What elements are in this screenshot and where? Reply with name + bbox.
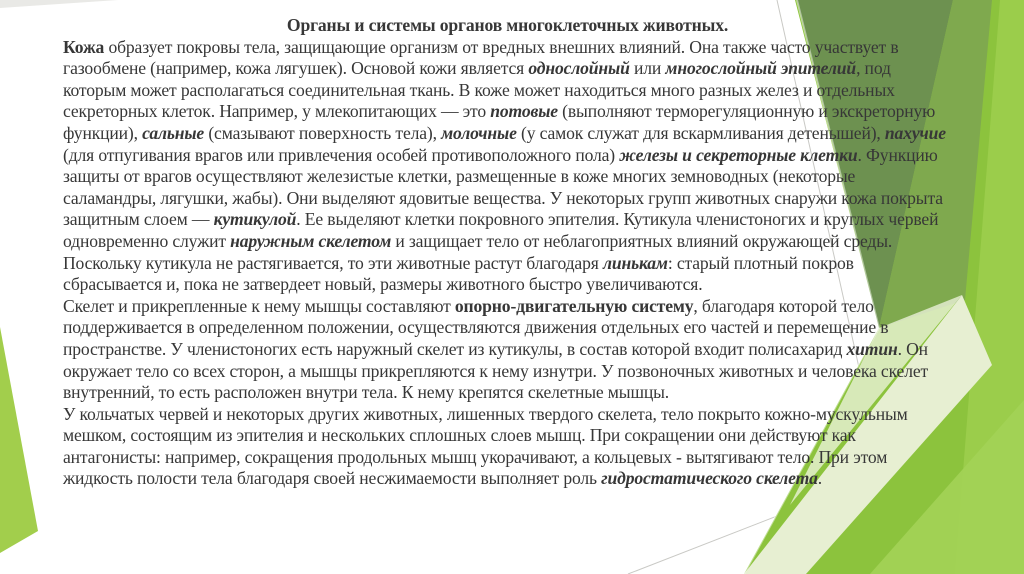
paragraph: Кожа образует покровы тела, защищающие организм от вредных внешних влияний. Она также часто участвует в газообмене (например, кожа лягушек). Основой кожи является однослойный или многослойный эпителий, под которым может располагаться соединительная ткань. В коже может находиться много разных желез и отдельных секреторных клеток. Например, у млекопитающих — это потовые (выполняют терморегуляционную и экскреторную функции), сальные (смазывают поверхность тела), молочные (у самок служат для вскармливания детенышей), пахучие (для отпугивания врагов или привлечения особей противоположного пола) железы и секреторные клетки. Функцию защиты от врагов осуществляют железистые клетки, размещенные в коже многих земноводных (некоторые саламандры, лягушки, жабы). Они выделяют ядовитые вещества. У некоторых групп животных снаружи кожа покрыта защитным слоем — кутикулой. Ее выделяют клетки покровного эпителия. Кутикула членистоногих и круглых червей одновременно служит наружным скелетом и защищает тело от неблагоприятных влияний окружающей среды. Поскольку кутикула не растягивается, то эти животные растут благодаря линькам: старый плотный покров сбрасывается и, пока не затвердеет новый, размеры животного быстро увеличиваются. [63, 36, 946, 295]
slide-text-block [63, 15, 952, 490]
paragraph: Скелет и прикрепленные к нему мышцы составляют опорно-двигательную систему, благодаря которой тело поддерживается в определенном положении, осуществляются движения отдельных его частей и перемещение в пространстве. У членистоногих есть наружный скелет из кутикулы, в состав которой входит полисахарид хитин. Он окружает тело со всех сторон, а мышцы прикрепляются к нему изнутри. У позвоночных животных и человека скелет внутренний, то есть расположен внутри тела. К нему крепятся скелетные мышцы. [63, 295, 929, 403]
left-edge-wedge [0, 327, 38, 553]
paragraph: У кольчатых червей и некоторых других животных, лишенных твердого скелета, тело покрыто кожно-мускульным мешком, состоящим из эпителия и нескольких сплошных слоев мышц. При сокращении они действуют как антагонисты: например, сокращения продольных мышц укорачивают, а кольцевых - вытягивают тело. При этом жидкость полости тела благодаря своей несжимаемости выполняет роль гидростатического скелета. [63, 403, 908, 489]
corner-accent-top-left [0, 0, 118, 8]
slide-paragraphs [63, 37, 952, 490]
slide-title: Органы и системы органов многоклеточных животных. [286, 15, 729, 35]
